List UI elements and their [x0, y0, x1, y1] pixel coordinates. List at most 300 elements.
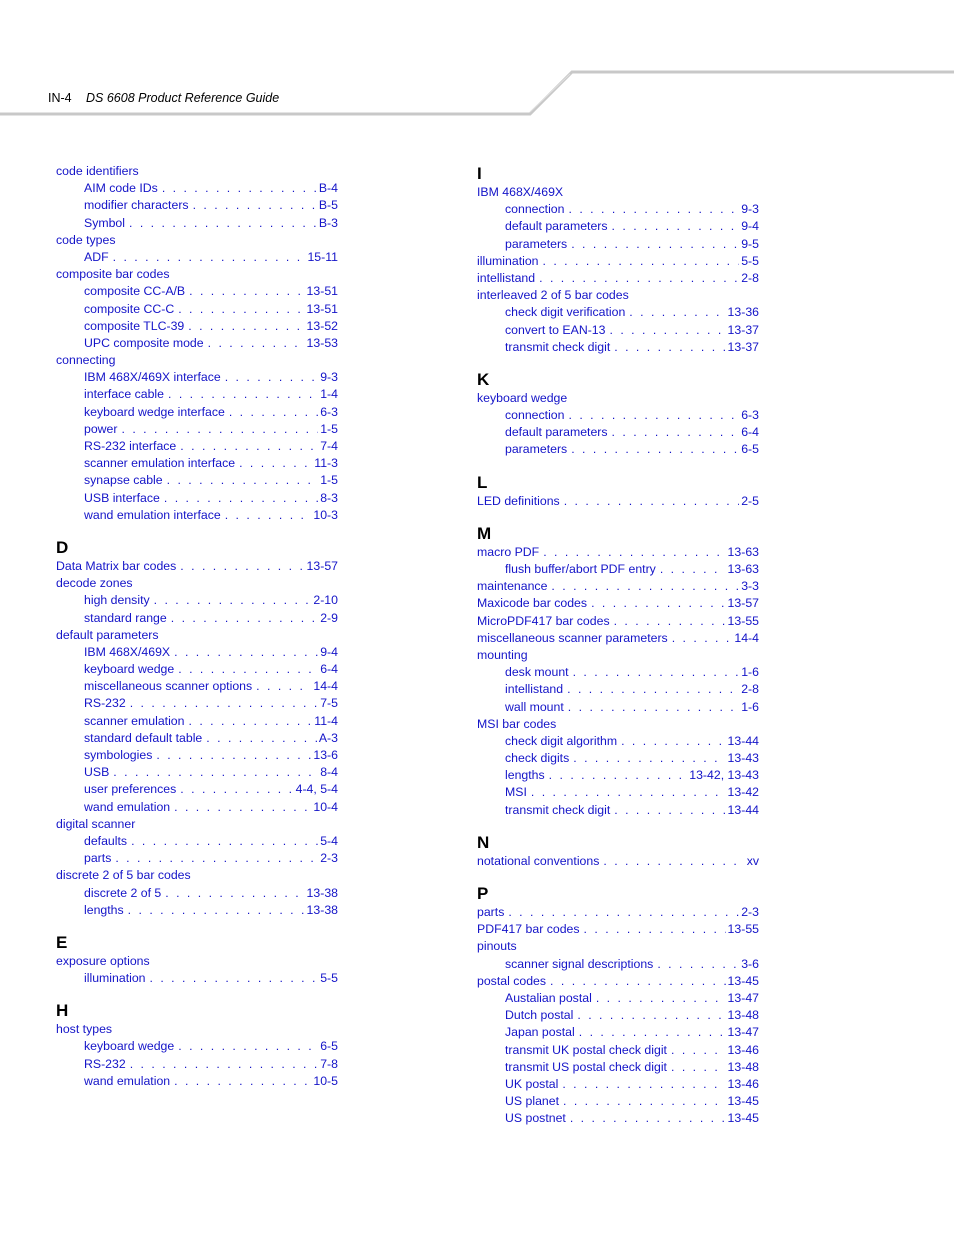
index-page-ref[interactable]: 3-6 — [741, 956, 759, 971]
index-page-ref[interactable]: 13-55 — [727, 922, 759, 937]
index-entry-mounting[interactable] — [477, 647, 759, 664]
index-page-ref[interactable]: 7-5 — [320, 696, 338, 711]
index-term: illumination — [84, 971, 146, 986]
index-term: wand emulation — [84, 799, 171, 814]
index-subentry-interface-cable[interactable] — [56, 386, 338, 403]
dot-leader — [208, 335, 305, 352]
index-subentry-parts[interactable] — [56, 850, 338, 867]
index-page-ref[interactable]: 13-53 — [306, 335, 338, 350]
dot-leader — [508, 904, 739, 921]
index-page-ref[interactable]: 1-6 — [741, 665, 759, 680]
index-page-ref[interactable]: 10-3 — [313, 507, 338, 522]
index-page-ref[interactable]: 15-11 — [307, 249, 338, 264]
index-page-ref[interactable]: 1-6 — [741, 699, 759, 714]
index-term: Austalian postal — [505, 990, 592, 1005]
index-page-ref[interactable]: 13-36 — [727, 305, 759, 320]
dot-leader — [671, 1059, 726, 1076]
index-page-ref[interactable]: 7-4 — [320, 439, 338, 453]
index-page-ref[interactable]: 13-38 — [306, 885, 338, 900]
index-term: USB interface — [84, 490, 160, 505]
index-subentry-composite-cc-a-b[interactable] — [56, 283, 338, 300]
index-term: host types — [56, 1022, 113, 1037]
dot-leader — [122, 421, 319, 438]
index-page-ref[interactable]: B-3 — [318, 215, 338, 230]
index-subentry-adf[interactable] — [56, 249, 338, 266]
index-page-ref[interactable]: 13-44 — [727, 802, 759, 817]
index-subentry-transmit-check-digit[interactable] — [477, 339, 759, 356]
index-subentry-ibm-468x-469x-interface[interactable] — [56, 369, 338, 386]
index-page-ref[interactable]: 2-8 — [741, 682, 759, 697]
index-entry-interleaved-2-of-5-bar-codes[interactable] — [477, 287, 759, 304]
index-page-ref[interactable]: B-5 — [318, 198, 338, 213]
index-entry-miscellaneous-scanner-parameters[interactable] — [477, 630, 759, 647]
dot-leader — [188, 713, 312, 730]
section-letter-l: L — [477, 472, 488, 492]
index-page-ref[interactable]: 5-5 — [320, 971, 338, 986]
index-entry-code-identifiers[interactable] — [56, 163, 338, 180]
index-page-ref[interactable]: 13-43 — [727, 751, 759, 766]
index-page-ref[interactable]: 1-4 — [320, 387, 338, 402]
dot-leader — [168, 386, 318, 403]
dot-leader — [563, 1093, 726, 1110]
index-term: USB — [84, 765, 110, 780]
index-subentry-rs-232-interface[interactable] — [56, 438, 338, 455]
dot-leader — [543, 253, 740, 270]
dot-leader — [539, 270, 739, 287]
index-subentry-default-parameters[interactable] — [477, 424, 759, 441]
index-term: synapse cable — [84, 473, 163, 488]
index-entry-notational-conventions[interactable] — [477, 853, 759, 870]
index-page-ref[interactable]: 1-5 — [320, 421, 338, 436]
index-entry-host-types[interactable] — [56, 1021, 338, 1038]
index-subentry-usb-interface[interactable] — [56, 490, 338, 507]
index-term: code types — [56, 232, 116, 247]
index-subentry-rs-232[interactable] — [56, 695, 338, 712]
dot-leader — [113, 764, 318, 781]
index-page-ref[interactable]: 5-5 — [741, 253, 759, 268]
index-term: connection — [505, 202, 565, 217]
index-entry-keyboard-wedge[interactable] — [477, 390, 759, 407]
index-term: intellistand — [477, 270, 536, 285]
index-term: lengths — [505, 768, 545, 783]
index-page-ref[interactable]: 10-5 — [313, 1073, 338, 1088]
index-entry-micropdf417-bar-codes[interactable] — [477, 613, 759, 630]
index-term: connection — [505, 408, 565, 423]
index-subentry-wand-emulation-interface[interactable] — [56, 507, 338, 524]
dot-leader — [174, 644, 318, 661]
index-subentry-transmit-us-postal-check-digit[interactable] — [477, 1059, 759, 1076]
index-term: transmit UK postal check digit — [505, 1042, 667, 1057]
index-subentry-flush-buffer-abort-pdf-entry[interactable] — [477, 561, 759, 578]
index-entry-parts[interactable] — [477, 904, 759, 921]
index-page-ref[interactable]: 2-9 — [320, 610, 338, 625]
index-subentry-austalian-postal[interactable] — [477, 990, 759, 1007]
index-subentry-composite-cc-c[interactable] — [56, 301, 338, 318]
index-term: check digit algorithm — [505, 733, 618, 748]
index-subentry-composite-tlc-39[interactable] — [56, 318, 338, 335]
index-term: default parameters — [505, 425, 608, 440]
index-entry-connecting[interactable] — [56, 352, 338, 369]
dot-leader — [129, 215, 317, 232]
index-page-ref[interactable]: 13-63 — [727, 562, 759, 576]
index-page-ref[interactable]: 13-45 — [727, 973, 759, 988]
dot-leader — [629, 304, 725, 321]
section-letter-k: K — [477, 369, 490, 389]
index-subentry-japan-postal[interactable] — [477, 1024, 759, 1041]
dot-leader — [612, 218, 740, 235]
index-entry-msi-bar-codes[interactable] — [477, 716, 759, 733]
dot-leader — [165, 885, 304, 902]
index-subentry-intellistand[interactable] — [477, 681, 759, 698]
dot-leader — [178, 661, 318, 678]
section-letter-i: I — [477, 164, 482, 183]
dot-leader — [570, 1110, 726, 1127]
dot-leader — [189, 283, 304, 300]
index-term: keyboard wedge interface — [84, 404, 225, 419]
dot-leader — [131, 833, 318, 850]
dot-leader — [577, 1007, 725, 1024]
dot-leader — [573, 750, 725, 767]
index-page-ref[interactable]: 13-42, 13-43 — [689, 768, 759, 783]
dot-leader — [180, 781, 293, 798]
index-term: keyboard wedge — [84, 1039, 175, 1054]
index-page-ref[interactable]: 13-37 — [727, 322, 759, 337]
index-page-ref[interactable]: 8-3 — [320, 490, 338, 505]
index-page-ref[interactable]: 13-57 — [306, 558, 338, 573]
dot-leader — [549, 767, 688, 784]
index-subentry-transmit-check-digit[interactable] — [477, 802, 759, 819]
dot-leader — [550, 973, 726, 990]
index-term: transmit US postal check digit — [505, 1059, 667, 1074]
index-page-ref[interactable]: 7-8 — [320, 1056, 338, 1071]
index-entry-pinouts[interactable] — [477, 938, 759, 955]
index-term: MicroPDF417 bar codes — [477, 613, 610, 628]
index-page-ref[interactable]: B-4 — [318, 181, 338, 196]
dot-leader — [180, 438, 318, 455]
index-page-ref[interactable]: 13-48 — [727, 1059, 759, 1074]
index-subentry-ibm-468x-469x[interactable] — [56, 644, 338, 661]
index-page-ref[interactable]: 6-4 — [320, 662, 338, 677]
index-page-ref[interactable]: 13-44 — [727, 733, 759, 748]
page-header — [0, 0, 954, 120]
index-subentry-usb[interactable] — [56, 764, 338, 781]
index-subentry-check-digits[interactable] — [477, 750, 759, 767]
index-entry-maxicode-bar-codes[interactable] — [477, 595, 759, 612]
dot-leader — [193, 197, 317, 214]
index-subentry-wall-mount[interactable] — [477, 699, 759, 716]
dot-leader — [571, 441, 739, 458]
index-subentry-us-planet[interactable] — [477, 1093, 759, 1110]
index-entry-discrete-2-of-5-bar-codes[interactable] — [56, 867, 338, 884]
dot-leader — [171, 610, 318, 627]
index-term: illumination — [477, 253, 539, 268]
index-subentry-dutch-postal[interactable] — [477, 1007, 759, 1024]
index-term: IBM 468X/469X — [477, 185, 564, 199]
dot-leader — [614, 613, 726, 630]
index-entry-macro-pdf[interactable] — [477, 544, 759, 561]
index-page-ref[interactable]: 2-3 — [320, 851, 338, 866]
index-page-ref[interactable]: 2-10 — [313, 593, 338, 608]
index-term: AIM code IDs — [84, 181, 158, 196]
index-subentry-parameters[interactable] — [477, 236, 759, 253]
dot-leader — [178, 301, 304, 318]
index-page-ref[interactable]: 6-5 — [741, 442, 759, 457]
index-term: Maxicode bar codes — [477, 596, 588, 611]
index-term: high density — [84, 593, 150, 608]
dot-leader — [584, 921, 726, 938]
index-page-ref[interactable]: 9-3 — [320, 370, 338, 385]
dot-leader — [568, 699, 739, 716]
guide-title: DS 6608 Product Reference Guide — [86, 91, 280, 105]
index-subentry-power[interactable] — [56, 421, 338, 438]
index-subentry-standard-default-table[interactable] — [56, 730, 338, 747]
index-subentry-synapse-cable[interactable] — [56, 472, 338, 489]
index-page-ref[interactable]: 2-8 — [741, 270, 759, 285]
dot-leader — [113, 249, 306, 266]
dot-leader — [596, 990, 726, 1007]
index-page-ref[interactable]: 11-3 — [314, 456, 338, 471]
index-subentry-high-density[interactable] — [56, 592, 338, 609]
index-entry-ibm-468x-469x[interactable] — [477, 184, 759, 201]
index-subentry-discrete-2-of-5[interactable] — [56, 885, 338, 902]
index-term: defaults — [84, 833, 128, 848]
index-term: MSI bar codes — [477, 716, 557, 731]
index-page-ref[interactable]: 13-42 — [727, 785, 759, 800]
index-subentry-convert-to-ean-13[interactable] — [477, 322, 759, 339]
index-subentry-wand-emulation[interactable] — [56, 799, 338, 816]
index-entry-led-definitions[interactable] — [477, 493, 759, 510]
index-page-ref[interactable]: 9-5 — [741, 236, 759, 251]
index-term: flush buffer/abort PDF entry — [505, 562, 656, 576]
index-entry-intellistand[interactable] — [477, 270, 759, 287]
index-term: MSI — [505, 785, 527, 800]
index-entry-postal-codes[interactable] — [477, 973, 759, 990]
index-page-ref[interactable]: 13-46 — [727, 1042, 759, 1057]
index-subentry-keyboard-wedge-interface[interactable] — [56, 404, 338, 421]
index-subentry-check-digit-verification[interactable] — [477, 304, 759, 321]
dot-leader — [150, 970, 319, 987]
index-page-ref[interactable]: 11-4 — [314, 713, 338, 728]
index-page-ref[interactable]: 2-3 — [741, 905, 759, 919]
index-page-ref[interactable]: 13-55 — [727, 613, 759, 628]
dot-leader — [239, 455, 312, 472]
index-subentry-scanner-signal-descriptions[interactable] — [477, 956, 759, 973]
index-term: RS-232 — [84, 1056, 126, 1071]
index-subentry-miscellaneous-scanner-options[interactable] — [56, 678, 338, 695]
index-term: maintenance — [477, 579, 548, 594]
index-entry-data-matrix-bar-codes[interactable] — [56, 558, 338, 575]
section-letter-e: E — [56, 932, 68, 952]
index-page-ref[interactable]: 13-38 — [306, 902, 338, 917]
index-page-ref[interactable]: 13-51 — [306, 284, 338, 299]
index-subentry-wand-emulation[interactable] — [56, 1073, 338, 1090]
index-subentry-scanner-emulation[interactable] — [56, 713, 338, 730]
index-page-ref[interactable]: 6-3 — [320, 404, 338, 419]
index-subentry-us-postnet[interactable] — [477, 1110, 759, 1127]
index-subentry-standard-range[interactable] — [56, 610, 338, 627]
index-page-ref[interactable]: 13-45 — [727, 1094, 759, 1109]
index-page-ref[interactable]: 8-4 — [320, 765, 338, 780]
dot-leader — [591, 595, 725, 612]
index-page-ref[interactable]: 13-51 — [306, 301, 338, 316]
index-entry-decode-zones[interactable] — [56, 575, 338, 592]
index-term: pinouts — [477, 939, 517, 954]
dot-leader — [609, 322, 725, 339]
index-term: wand emulation — [84, 1073, 171, 1088]
dot-leader — [154, 592, 312, 609]
index-term: default parameters — [505, 219, 608, 234]
index-subentry-rs-232[interactable] — [56, 1056, 338, 1073]
index-page-ref[interactable]: 1-5 — [320, 473, 338, 488]
index-term: interface cable — [84, 387, 164, 402]
dot-leader — [162, 180, 317, 197]
dot-leader — [229, 404, 318, 421]
index-subentry-upc-composite-mode[interactable] — [56, 335, 338, 352]
index-subentry-modifier-characters[interactable] — [56, 197, 338, 214]
index-term: IBM 468X/469X — [84, 644, 171, 659]
index-entry-code-types[interactable] — [56, 232, 338, 249]
index-page-ref[interactable]: 13-63 — [727, 544, 759, 559]
index-subentry-parameters[interactable] — [477, 441, 759, 458]
dot-leader — [128, 902, 305, 919]
index-term: US postnet — [505, 1111, 566, 1126]
dot-leader — [130, 695, 319, 712]
dot-leader — [531, 784, 726, 801]
index-term: default parameters — [56, 627, 159, 642]
index-page-ref[interactable]: 14-4 — [313, 679, 338, 694]
index-page-ref[interactable]: 14-4 — [734, 630, 759, 645]
dot-leader — [188, 318, 304, 335]
dot-leader — [657, 956, 739, 973]
index-subentry-keyboard-wedge[interactable] — [56, 1038, 338, 1055]
index-term: exposure options — [56, 953, 150, 968]
index-subentry-connection[interactable] — [477, 201, 759, 218]
index-term: composite CC-C — [84, 301, 175, 316]
index-page-ref[interactable]: 4-4, 5-4 — [295, 782, 338, 797]
index-subentry-scanner-emulation-interface[interactable] — [56, 455, 338, 472]
index-subentry-aim-code-ids[interactable] — [56, 180, 338, 197]
index-entry-illumination[interactable] — [477, 253, 759, 270]
index-term: interleaved 2 of 5 bar codes — [477, 288, 629, 303]
index-subentry-lengths[interactable] — [477, 767, 759, 784]
index-page-ref[interactable]: 9-3 — [741, 202, 759, 217]
index-page-ref[interactable]: 9-4 — [320, 644, 338, 659]
dot-leader — [672, 630, 733, 647]
index-term: keyboard wedge — [84, 662, 175, 677]
index-term: check digits — [505, 751, 570, 766]
section-letter-h: H — [56, 1001, 69, 1021]
dot-leader — [156, 747, 311, 764]
index-subentry-msi[interactable] — [477, 784, 759, 801]
index-term: ADF — [84, 249, 109, 264]
index-term: parameters — [505, 236, 568, 251]
index-term: macro PDF — [477, 544, 540, 559]
index-term: transmit check digit — [505, 802, 611, 817]
index-page-ref[interactable]: 13-47 — [727, 990, 759, 1005]
index-subentry-uk-postal[interactable] — [477, 1076, 759, 1093]
index-entry-digital-scanner[interactable] — [56, 816, 338, 833]
index-page-ref[interactable]: 13-37 — [727, 339, 759, 354]
index-subentry-defaults[interactable] — [56, 833, 338, 850]
index-term: code identifiers — [56, 164, 139, 178]
dot-leader — [614, 802, 725, 819]
index-term: symbologies — [84, 748, 153, 762]
index-page-ref[interactable]: 5-4 — [320, 833, 338, 848]
section-letter-p: P — [477, 884, 489, 903]
index-page-ref[interactable]: 13-48 — [727, 1008, 759, 1023]
index-term: check digit verification — [505, 305, 626, 320]
dot-leader — [543, 544, 725, 561]
index-page-ref[interactable]: 6-3 — [741, 408, 759, 423]
dot-leader — [225, 507, 312, 524]
dot-leader — [621, 733, 725, 750]
index-page-ref[interactable]: A-3 — [318, 730, 338, 745]
index-page-ref[interactable]: 13-46 — [727, 1076, 759, 1091]
index-page-ref[interactable]: 3-3 — [741, 579, 759, 594]
index-entry-pdf417-bar-codes[interactable] — [477, 921, 759, 938]
dot-leader — [573, 664, 740, 681]
index-page-ref[interactable]: 6-5 — [320, 1039, 338, 1054]
index-subentry-illumination[interactable] — [56, 970, 338, 987]
index-subentry-desk-mount[interactable] — [477, 664, 759, 681]
dot-leader — [671, 1042, 726, 1059]
index-entry-maintenance[interactable] — [477, 578, 759, 595]
index-subentry-user-preferences[interactable] — [56, 781, 338, 798]
index-page-ref[interactable]: 13-47 — [727, 1025, 759, 1040]
index-term: user preferences — [84, 782, 177, 797]
index-entry-default-parameters[interactable] — [56, 627, 338, 644]
index-term: decode zones — [56, 576, 133, 591]
dot-leader — [256, 678, 311, 695]
dot-leader — [660, 561, 726, 578]
index-term: modifier characters — [84, 198, 189, 213]
index-column-left — [56, 163, 338, 1090]
index-page-ref[interactable]: 13-57 — [727, 596, 759, 611]
index-subentry-symbologies[interactable] — [56, 747, 338, 764]
index-subentry-connection[interactable] — [477, 407, 759, 424]
dot-leader — [612, 424, 740, 441]
index-term: LED definitions — [477, 493, 560, 508]
index-page-ref[interactable]: 13-6 — [313, 748, 338, 762]
index-page-ref[interactable]: 2-5 — [741, 493, 759, 508]
index-subentry-default-parameters[interactable] — [477, 218, 759, 235]
index-subentry-keyboard-wedge[interactable] — [56, 661, 338, 678]
index-page-ref[interactable]: 9-4 — [741, 219, 759, 234]
index-entry-composite-bar-codes[interactable] — [56, 266, 338, 283]
index-term: standard default table — [84, 730, 203, 745]
dot-leader — [178, 1038, 318, 1055]
index-term: wall mount — [505, 699, 564, 714]
index-page-ref[interactable]: xv — [746, 853, 759, 868]
index-subentry-check-digit-algorithm[interactable] — [477, 733, 759, 750]
index-term: UK postal — [505, 1076, 559, 1091]
index-page-ref[interactable]: 13-52 — [306, 318, 338, 333]
index-subentry-lengths[interactable] — [56, 902, 338, 919]
section-letter-m: M — [477, 523, 492, 543]
index-subentry-transmit-uk-postal-check-digit[interactable] — [477, 1042, 759, 1059]
index-column-right — [477, 163, 759, 1127]
index-page-ref[interactable]: 13-45 — [727, 1111, 759, 1126]
dot-leader — [568, 201, 739, 218]
index-term: miscellaneous scanner parameters — [477, 630, 668, 645]
index-subentry-symbol[interactable] — [56, 215, 338, 232]
index-term: connecting — [56, 353, 116, 368]
index-page-ref[interactable]: 6-4 — [741, 425, 759, 440]
index-page-ref[interactable]: 10-4 — [313, 799, 338, 814]
index-entry-exposure-options[interactable] — [56, 953, 338, 970]
index-term: intellistand — [505, 682, 564, 697]
index-term: wand emulation interface — [84, 507, 221, 522]
